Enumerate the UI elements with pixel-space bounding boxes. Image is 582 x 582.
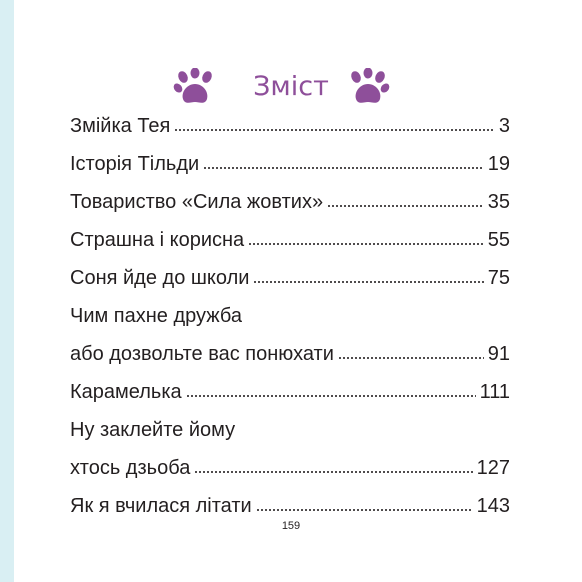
- table-of-contents: [70, 107, 510, 525]
- toc-entry-page: 127: [476, 457, 510, 479]
- toc-entry-title: Ну заклейте йому: [70, 419, 236, 441]
- toc-entry-page: 55: [487, 229, 510, 251]
- toc-entry-line[interactable]: [70, 297, 510, 335]
- dot-leader: [248, 242, 484, 246]
- dot-leader: [338, 356, 484, 360]
- toc-entry-title: хтось дзьоба: [70, 457, 191, 479]
- dot-leader: [174, 128, 495, 132]
- toc-entry-page: 35: [487, 191, 510, 213]
- toc-entry-page: 111: [479, 381, 510, 403]
- toc-entry[interactable]: [70, 221, 510, 259]
- dot-leader: [194, 470, 472, 474]
- toc-entry-title: Товариство «Сила жовтих»: [70, 191, 324, 213]
- toc-entry-title: Як я вчилася літати: [70, 495, 252, 517]
- toc-entry-title: або дозвольте вас понюхати: [70, 343, 334, 365]
- dot-leader: [256, 508, 473, 512]
- toc-entry[interactable]: [70, 335, 510, 373]
- page-title: Зміст: [253, 71, 329, 102]
- toc-entry[interactable]: [70, 183, 510, 221]
- dot-leader: [253, 280, 483, 284]
- toc-entry-title: Страшна і корисна: [70, 229, 245, 251]
- paw-print-icon: [173, 68, 217, 108]
- toc-entry[interactable]: [70, 145, 510, 183]
- toc-header: [0, 66, 582, 112]
- toc-entry-title: Соня йде до школи: [70, 267, 250, 289]
- toc-entry-page: 91: [487, 343, 510, 365]
- toc-entry[interactable]: [70, 259, 510, 297]
- toc-entry-title: Чим пахне дружба: [70, 305, 243, 327]
- page-number: 159: [281, 520, 301, 532]
- paw-print-icon: [346, 68, 390, 108]
- toc-entry-page: 3: [498, 115, 510, 137]
- toc-entry-page: 19: [487, 153, 510, 175]
- toc-entry[interactable]: [70, 107, 510, 145]
- toc-entry[interactable]: [70, 449, 510, 487]
- dot-leader: [186, 394, 476, 398]
- toc-entry-title: Змійка Тея: [70, 115, 171, 137]
- toc-entry[interactable]: [70, 373, 510, 411]
- dot-leader: [203, 166, 484, 170]
- dot-leader: [327, 204, 484, 208]
- toc-entry-title: Карамелька: [70, 381, 182, 403]
- toc-entry-title: Історія Тільди: [70, 153, 200, 175]
- toc-entry-page: 75: [487, 267, 510, 289]
- toc-entry-line[interactable]: [70, 411, 510, 449]
- toc-entry-page: 143: [476, 495, 510, 517]
